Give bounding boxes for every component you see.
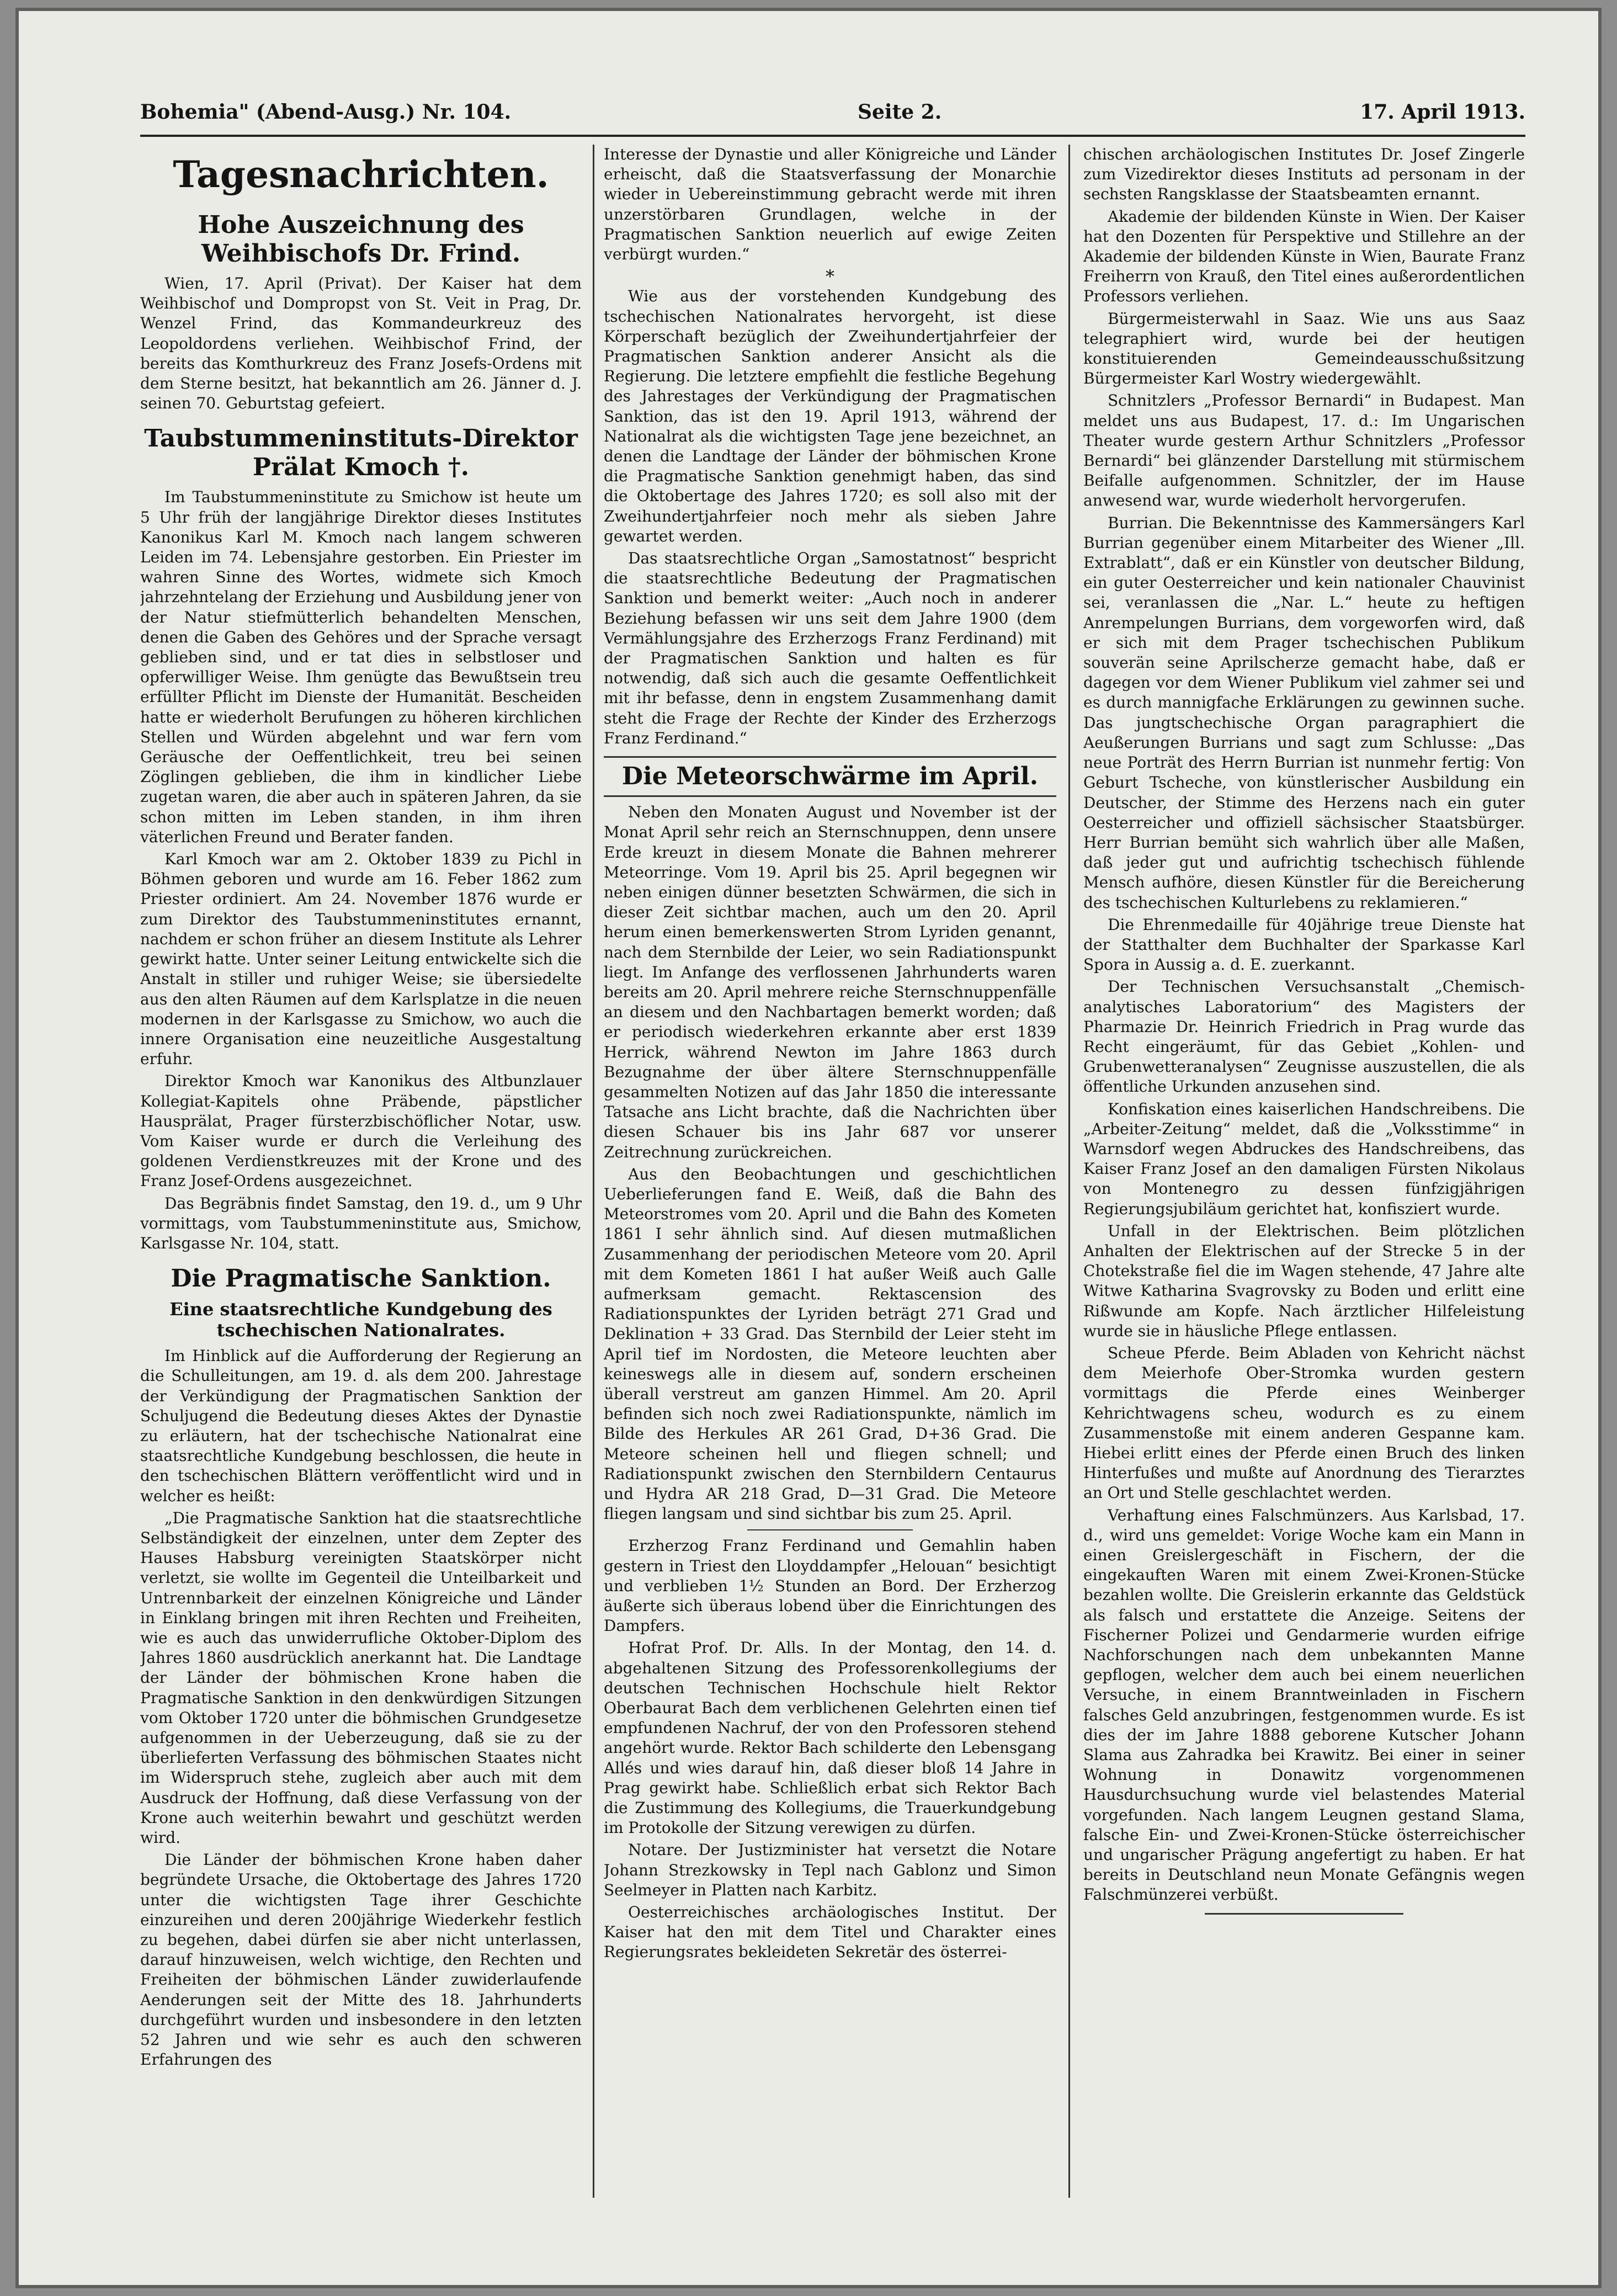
article-paragraph: Direktor Kmoch war Kanonikus des Altbunzlauer Kollegiat-Kapitels ohne Präbende, päpstlicher Hausprälat, Prager fürsterzbischöflicher Notar, usw. Vom Kaiser wurde er durch die Verleihung des goldenen Verdienstkreuzes mit der Krone und des Franz Josef-Ordens ausgezeichnet.	[140, 1072, 582, 1190]
article-paragraph: Bürgermeisterwahl in Saaz. Wie uns aus Saaz telegraphiert wird, wurde bei der heutigen konstituierenden Gemeindeausschußsitzung Bürgermeister Karl Wostry wiedergewählt.	[1083, 309, 1525, 388]
article-paragraph: Schnitzlers „Professor Bernardi“ in Budapest. Man meldet uns aus Budapest, 17. d.: Im Ungarischen Theater wurde gestern Arthur Schnitzlers „Professor Bernardi“ bei glänzender Darstellung mit stürmischem Beifalle aufgenommen. Schnitzler, der im Hause anwesend war, wurde wiederholt hervorgerufen.	[1083, 391, 1525, 510]
section-title: Tagesnachrichten.	[173, 153, 549, 196]
article-title: Hohe Auszeichnung des Weihbischofs Dr. Frind.	[198, 211, 524, 268]
article-paragraph: Im Taubstummeninstitute zu Smichow ist heute um 5 Uhr früh der langjährige Direktor dieses Institutes Kanonikus Karl M. Kmoch nach langem schweren Leiden im 74. Lebensjahre gestorben. Ein Priester im wahren Sinne des Wortes, widmete sich Kmoch jahrzehntelang der Erziehung und Ausbildung jener von der Natur stiefmütterlich behandelten Menschen, denen die Gaben des Gehöres und der Sprache versagt geblieben sind, und er tat dies in selbstloser und opferwilliger Weise. Ihm genügte das Bewußtsein treu erfüllter Pflicht im Dienste der Humanität. Bescheiden hatte er wiederholt Berufungen zu höheren kirchlichen Stellen und Würden abgelehnt und war fern vom Geräusche der Oeffentlichkeit, treu bei seinen Zöglingen geblieben, die ihm in kindlicher Liebe zugetan waren, die aber auch in späteren Jahren, da sie schon mitten im Leben standen, in ihm ihren väterlichen Freund und Berater fanden.	[140, 488, 582, 846]
article-paragraph: Burrian. Die Bekenntnisse des Kammersängers Karl Burrian gegenüber einem Mitarbeiter des Wiener „Ill. Extrablatt“, daß er ein Künstler von deutscher Bildung, ein guter Oesterreicher und kein nationaler Chauvinist sei, veranlassen die „Nar. L.“ heute zu heftigen Anrempelungen Burrians, dem vorgeworfen wird, daß er sich mit dem Prager tschechischen Publikum souverän seine Aprilscherze gemacht habe, daß er dagegen vor dem Wiener Publikum viel zahmer sei und es durch mannigfache Erklärungen zu gewinnen suche. Das jungtschechische Organ paragraphiert die Aeußerungen Burrians und sagt zum Schlusse: „Das neue Porträt des Herrn Burrian ist nunmehr fertig: Von Geburt Tscheche, von künstlerischer Ausbildung ein Deutscher, der Stimme des Herzens nach ein guter Oesterreicher und offiziell sächsischer Staatsbürger. Herr Burrian bemüht sich wahrlich über alle Maßen, daß jeder gut und aufrichtig tschechisch fühlende Mensch aufhöre, diesen Künstler für die Bereicherung des tschechischen Kulturlebens zu reklamieren.“	[1083, 513, 1525, 912]
article-paragraph: Erzherzog Franz Ferdinand und Gemahlin haben gestern in Triest den Lloyddampfer „Helouan“ besichtigt und verblieben 1½ Stunden an Bord. Der Erzherzog äußerte sich überaus lobend über die Einrichtungen des Dampfers.	[604, 1537, 1056, 1635]
header-rule	[140, 135, 1525, 137]
article-paragraph: Im Hinblick auf die Aufforderung der Regierung an die Schulleitungen, am 19. d. als dem 200. Jahrestage der Verkündigung der Pragmatischen Sanktion der Schuljugend die Bedeutung dieses Aktes der Dynastie zu erläutern, hat der tschechische Nationalrat eine staatsrechtliche Kundgebung beschlossen, die heute in den tschechischen Blättern veröffentlicht wird und in welcher es heißt:	[140, 1347, 582, 1505]
article-paragraph: Neben den Monaten August und November ist der Monat April sehr reich an Sternschnuppen, denn unsere Erde kreuzt in diesem Monate die Bahnen mehrerer Meteorringe. Vom 19. April bis 25. April begegnen wir neben einigen dünner besetzten Schwärmen, die sich in dieser Zeit sichtbar machen, auch um den 20. April herum einen bemerkenswerten Strom Lyriden genannt, nach dem Sternbilde der Leier, wo sein Radiationspunkt liegt. Im Anfange des verflossenen Jahrhunderts waren bereits am 20. April mehrere reiche Sternschnuppenfälle an diesem und den Nachbartagen bemerkt worden; daß er periodisch wiederkehren erkannte aber erst 1839 Herrick, während Newton im Jahre 1863 durch Bezugnahme der über ältere Sternschnuppenfälle gesammelten Notizen auf das Jahr 1850 die interessante Tatsache ans Licht brachte, daß die Nachrichten über diesen Schauer bis ins Jahr 687 vor unserer Zeitrechnung zurückreichen.	[604, 803, 1056, 1161]
article-paragraph: Interesse der Dynastie und aller Königreiche und Länder erheischt, daß die Staatsverfassung der Monarchie wieder in Uebereinstimmung gebracht werde mit ihren unzerstörbaren Grundlagen, welche in der Pragmatischen Sanktion neuerlich auf ewige Zeiten verbürgt wurden.“	[604, 145, 1056, 264]
newspaper-page	[15, 8, 1602, 2288]
article-paragraph: Hofrat Prof. Dr. Alls. In der Montag, den 14. d. abgehaltenen Sitzung des Professorenkollegiums der deutschen Technischen Hochschule hielt Rektor Oberbaurat Bach dem verblichenen Gelehrten einen tief empfundenen Nachruf, der von den Professoren stehend angehört wurde. Rektor Bach schilderte den Lebensgang Allés und wies darauf hin, daß dieser bloß 14 Jahre in Prag gewirkt habe. Schließlich erbat sich Rektor Bach die Zustimmung des Kollegiums, die Trauerkundgebung im Protokolle der Sitzung verewigen zu dürfen.	[604, 1639, 1056, 1837]
article-title-box	[604, 756, 1056, 797]
article-paragraph: Das Begräbnis findet Samstag, den 19. d., um 9 Uhr vormittags, vom Taubstummeninstitute aus, Smichow, Karlsgasse Nr. 104, statt.	[140, 1194, 582, 1252]
article-subtitle: Eine staatsrechtliche Kundgebung des tschechischen Nationalrates.	[169, 1299, 552, 1341]
article-paragraph: Verhaftung eines Falschmünzers. Aus Karlsbad, 17. d., wird uns gemeldet: Vorige Woche kam ein Mann in einen Greislergeschäft in Fischern, der die eingekauften Waren mit einem Zwei-Kronen-Stücke bezahlen wollte. Die Greislerin erkannte das Geldstück als falsch und erstattete die Anzeige. Seitens der Fischerner Polizei und Gendarmerie wurden eifrige Nachforschungen nach dem unbekannten Manne gepflogen, welcher dem auch bei einem neuerlichen Versuche, in einem Branntweinladen in Fischern falsches Geld anzubringen, festgenommen wurde. Es ist dies der im Jahre 1888 geborene Kutscher Johann Slama aus Zahradka bei Krawitz. Bei einer in seiner Wohnung in Donawitz vorgenommenen Hausdurchsuchung wurde viel belastendes Material vorgefunden. Nach langem Leugnen gestand Slama, falsche Ein- und Zwei-Kronen-Stücke österreichischer und ungarischer Prägung angefertigt zu haben. Er hat bereits in Deutschland neun Monate Gefängnis wegen Falschmünzerei verbüßt.	[1083, 1506, 1525, 1904]
article-title: Taubstummeninstituts-Direktor Prälat Kmoch †.	[144, 424, 578, 482]
article-paragraph: Die Ehrenmedaille für 40jährige treue Dienste hat der Statthalter dem Buchhalter der Sparkasse Karl Spora in Aussig a. d. E. zuerkannt.	[1083, 915, 1525, 974]
article-paragraph: Notare. Der Justizminister hat versetzt die Notare Johann Strezkowsky in Tepl nach Gablonz und Simon Seelmeyer in Platten nach Karbitz.	[604, 1841, 1056, 1899]
article-paragraph: chischen archäologischen Institutes Dr. Josef Zingerle zum Vizedirektor dieses Instituts ad personam in der sechsten Rangsklasse der Staatsbeamten ernannt.	[1083, 145, 1525, 204]
article-paragraph: Das staatsrechtliche Organ „Samostatnost“ bespricht die staatsrechtliche Bedeutung der Pragmatischen Sanktion und bemerkt weiter: „Auch noch in anderer Beziehung befassen wir uns seit dem Jahre 1900 (dem Vermählungsjahre des Erzherzogs Franz Ferdinand) mit der Pragmatischen Sanktion und halten es für notwendig, daß sich auch die gesamte Oeffentlichkeit mit ihr befasse, denn in engstem Zusammenhang damit steht die Frage der Rechte der Kinder des Erzherzogs Franz Ferdinand.“	[604, 549, 1056, 747]
article-paragraph: Wie aus der vorstehenden Kundgebung des tschechischen Nationalrates hervorgeht, ist diese Körperschaft bezüglich der Zweihundertjahrfeier der Pragmatischen Sanktion anderer Ansicht als die Regierung. Die letztere empfiehlt die festliche Begehung des Jahrestages der Verkündigung der Pragmatischen Sanktion, das ist den 19. April 1913, während der Nationalrat als die wichtigsten Tage jene bezeichnet, an denen die Landtage der Länder der böhmischen Krone die Pragmatische Sanktion genehmigt haben, das sind die Oktobertage des Jahres 1720; es soll also mit der Zweihundertjahrfeier noch mehr als sieben Jahre gewartet werden.	[604, 287, 1056, 545]
article-paragraph: Akademie der bildenden Künste in Wien. Der Kaiser hat den Dozenten für Perspektive und Stillehre an der Akademie der bildenden Künste in Wien, Baurate Franz Freiherrn von Krauß, den Titel eines außerordentlichen Professors verliehen.	[1083, 207, 1525, 306]
article-title: Die Meteorschwärme im April.	[621, 762, 1039, 791]
article-paragraph: Der Technischen Versuchsanstalt „Chemisch-analytisches Laboratorium“ des Magisters der Pharmazie Dr. Heinrich Friedrich in Prag wurde das Recht eingeräumt, für das Gebiet „Kohlen- und Grubenwetteranalysen“ Zeugnisse auszustellen, die als öffentliche Urkunden anzusehen sind.	[1083, 977, 1525, 1096]
column-right	[1083, 145, 1525, 2220]
header-page-number: Seite 2.	[858, 100, 942, 124]
column-left	[140, 145, 582, 2220]
article-paragraph: Aus den Beobachtungen und geschichtlichen Ueberlieferungen fand E. Weiß, daß die Bahn des Meteorstromes vom 20. April und die Bahn des Kometen 1861 I sehr ähnlich sind. Auf diesen mutmaßlichen Zusammenhang der periodischen Meteore vom 20. April mit dem Kometen 1861 I hat außer Weiß auch Galle aufmerksam gemacht. Rektascension des Radiationspunktes der Lyriden beträgt 271 Grad und Deklination + 33 Grad. Das Sternbild der Leier steht im April tief im Nordosten, die Meteore leuchten aber keineswegs alle in diesem auf, sondern erscheinen überall verstreut am ganzen Himmel. Am 20. April befinden sich noch zwei Radiationspunkte, nämlich im Bilde des Herkules AR 261 Grad, D+36 Grad. Die Meteore scheinen hell und fliegen schnell; und Radiationspunkt zwischen den Sternbildern Centaurus und Hydra AR 218 Grad, D—31 Grad. Die Meteore fliegen langsam und sind sichtbar bis zum 25. April.	[604, 1165, 1056, 1523]
end-rule	[1205, 1913, 1403, 1915]
header-masthead: Bohemia" (Abend-Ausg.) Nr. 104.	[140, 100, 512, 124]
article-paragraph: Wien, 17. April (Privat). Der Kaiser hat dem Weihbischof und Dompropst von St. Veit in Prag, Dr. Wenzel Frind, das Kommandeurkreuz des Leopoldordens verliehen. Weihbischof Frind, der bereits das Komthurkreuz des Franz Josefs-Ordens mit dem Sterne besitzt, hat bekanntlich am 26. Jänner d. J. seinen 70. Geburtstag gefeiert.	[140, 274, 582, 413]
article-paragraph: Die Länder der böhmischen Krone haben daher begründete Ursache, die Oktobertage des Jahres 1720 unter die wichtigsten Tage ihrer Geschichte einzureihen und deren 200jährige Wiederkehr festlich zu begehen, dabei dürfen sie aber nicht unterlassen, darauf hinzuweisen, welch wichtige, den Rechten und Freiheiten der böhmischen Länder zuwiderlaufende Aenderungen seit der Mitte des 18. Jahrhunderts durchgeführt wurden und insbesondere in den letzten 52 Jahren und wie sehr es auch den schweren Erfahrungen des	[140, 1851, 582, 2069]
page-header	[140, 91, 1525, 129]
header-date: 17. April 1913.	[1360, 100, 1525, 124]
divider	[747, 1529, 913, 1530]
article-paragraph: Scheue Pferde. Beim Abladen von Kehricht nächst dem Meierhofe Ober-Stromka wurden gestern vormittags die Pferde eines Weinberger Kehrichtwagens scheu, wodurch es zu einem Zusammenstoße mit einem anderen Gespanne kam. Hiebei erlitt eines der Pferde einen Bruch des linken Hinterfußes und mußte auf Anordnung des Tierarztes an Ort und Stelle geschlachtet werden.	[1083, 1343, 1525, 1502]
column-middle	[604, 145, 1056, 2220]
article-title: Die Pragmatische Sanktion.	[171, 1264, 551, 1293]
separator-asterisk: *	[826, 266, 834, 288]
article-paragraph: Oesterreichisches archäologisches Institut. Der Kaiser hat den mit dem Titel und Charakter eines Regierungsrates bekleideten Sekretär des österrei-	[604, 1903, 1056, 1962]
column-divider	[593, 145, 594, 2198]
article-paragraph: Unfall in der Elektrischen. Beim plötzlichen Anhalten der Elektrischen auf der Strecke 5 in der Chotekstraße fiel die im Wagen stehende, 47 Jahre alte Witwe Katharina Svagrovsky zu Boden und erlitt eine Rißwunde am Kopfe. Nach ärztlicher Hilfeleistung wurde sie in häusliche Pflege entlassen.	[1083, 1221, 1525, 1340]
article-paragraph: Konfiskation eines kaiserlichen Handschreibens. Die „Arbeiter-Zeitung“ meldet, daß die „Volksstimme“ in Warnsdorf wegen Abdruckes des Handschreibens, das Kaiser Franz Josef an den damaligen Fürsten Nikolaus von Montenegro zu dessen fünfzigjährigen Regierungsjubiläum gerichtet hat, konfisziert wurde.	[1083, 1099, 1525, 1218]
column-divider	[1068, 145, 1070, 2198]
article-paragraph: Karl Kmoch war am 2. Oktober 1839 zu Pichl in Böhmen geboren und wurde am 16. Feber 1862 zum Priester ordiniert. Am 24. November 1876 wurde er zum Direktor des Taubstummeninstitutes ernannt, nachdem er schon früher an diesem Institute als Lehrer gewirkt hatte. Unter seiner Leitung entwickelte sich die Anstalt in stiller und ruhiger Weise; sie übersiedelte aus den alten Räumen auf dem Karlsplatze in die neuen modernen in der Karlsgasse zu Smichow, wo auch die innere Organisation eine neuzeitliche Ausgestaltung erfuhr.	[140, 850, 582, 1069]
article-paragraph: „Die Pragmatische Sanktion hat die staatsrechtliche Selbständigkeit der einzelnen, unter dem Zepter des Hauses Habsburg vereinigten Staatskörper nicht verletzt, sie wollte im Gegenteil die Unteilbarkeit und Untrennbarkeit der einzelnen Königreiche und Länder in Einklang bringen mit ihren Rechten und Freiheiten, wie es auch das unwiderrufliche Oktober-Diplom des Jahres 1860 ausdrücklich anerkannt hat. Die Landtage der Länder der böhmischen Krone haben die Pragmatische Sanktion in den denkwürdigen Sitzungen vom Oktober 1720 unter die böhmischen Grundgesetze aufgenommen in der Ueberzeugung, daß sie zu der überlieferten Verfassung des böhmischen Staates nicht im Widerspruch stehe, zugleich aber auch mit dem Ausdruck der Hoffnung, daß diese Verfassung von der Krone auch weiterhin bewahrt und geschützt werden wird.	[140, 1508, 582, 1847]
